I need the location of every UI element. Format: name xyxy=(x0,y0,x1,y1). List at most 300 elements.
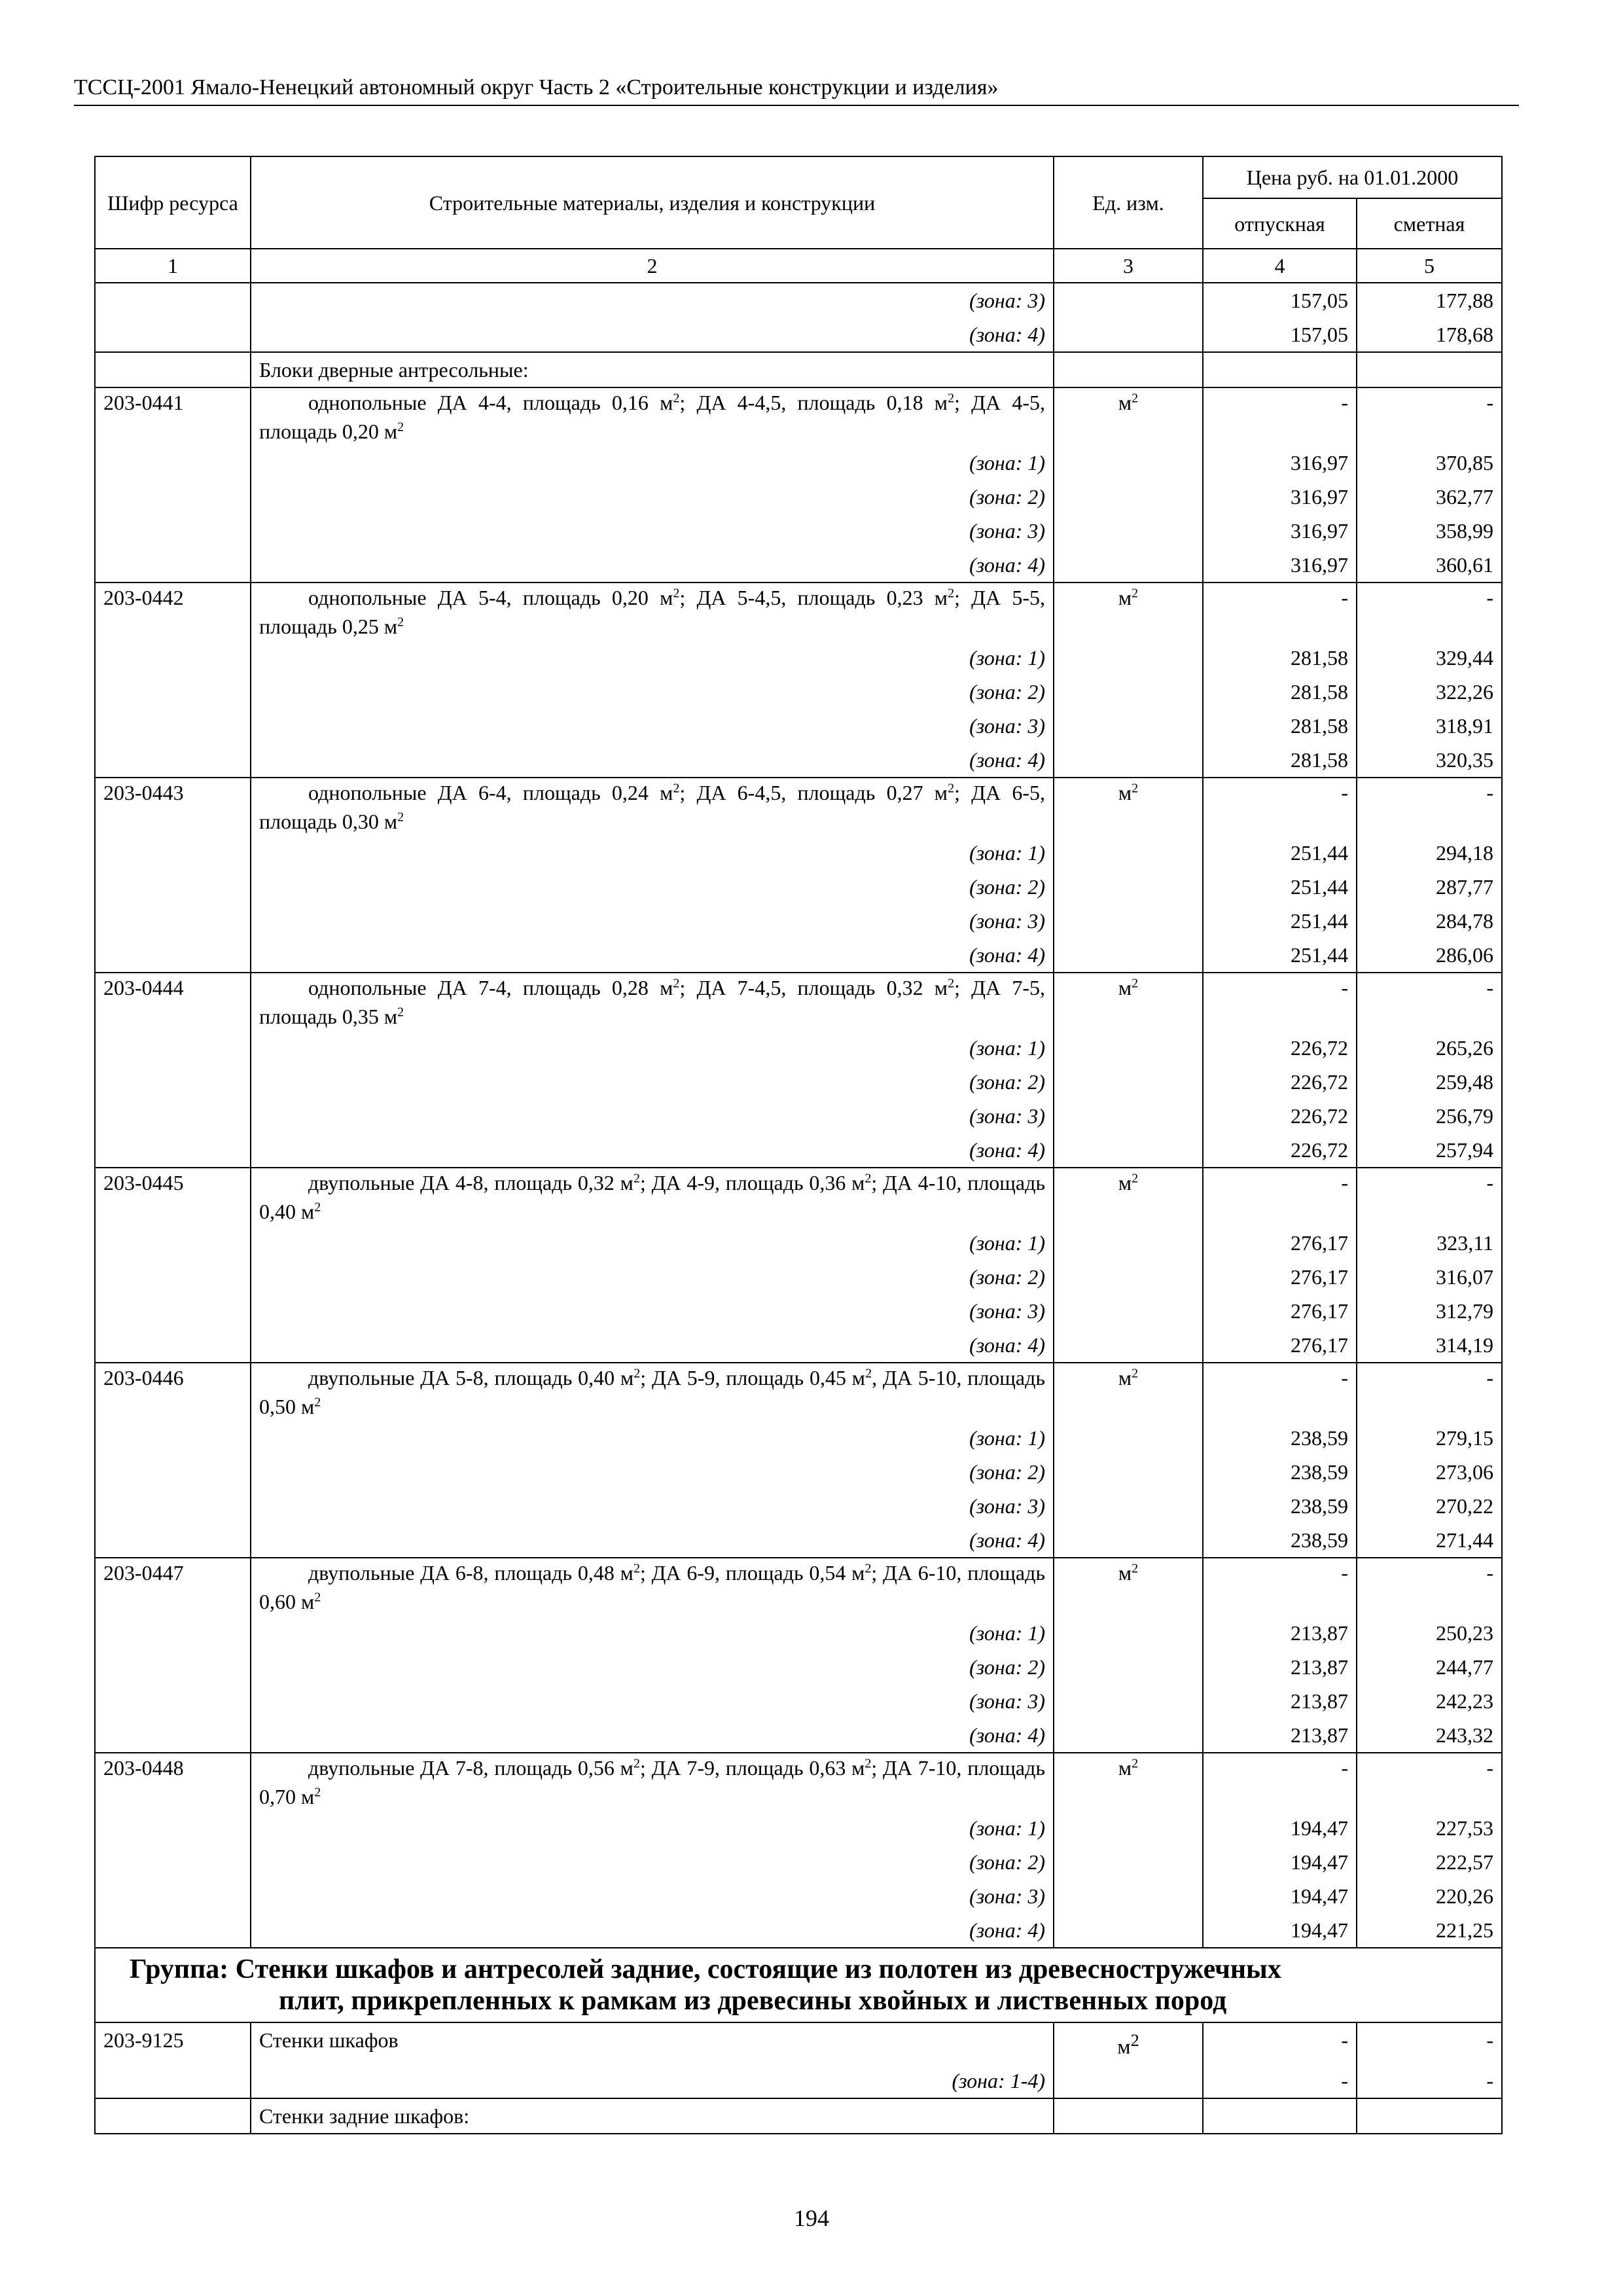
zone-label: (зона: 3) xyxy=(251,904,1054,938)
estimate-price: 294,18 xyxy=(1357,836,1502,870)
zone-row xyxy=(95,1845,1502,1879)
estimate-price: - xyxy=(1357,1168,1502,1226)
estimate-price: 318,91 xyxy=(1357,709,1502,743)
item-unit xyxy=(1054,1363,1203,1421)
zone-row xyxy=(95,1684,1502,1718)
unit-cell xyxy=(1054,1099,1203,1133)
unit-text: м xyxy=(1117,2034,1131,2058)
zone-row xyxy=(95,1489,1502,1523)
superscript: 2 xyxy=(1132,586,1139,601)
zone-label: (зона: 2) xyxy=(251,1260,1054,1294)
zone-label: (зона: 3) xyxy=(251,1684,1054,1718)
item-row xyxy=(95,583,1502,641)
estimate-price: 358,99 xyxy=(1357,514,1502,548)
superscript: 2 xyxy=(673,391,680,406)
table-header-row xyxy=(95,156,1502,198)
col-num-1: 1 xyxy=(95,249,251,283)
superscript: 2 xyxy=(948,976,955,991)
zone-row xyxy=(95,836,1502,870)
code-cell xyxy=(95,1489,251,1523)
unit-cell xyxy=(1054,1133,1203,1168)
estimate-price: 178,68 xyxy=(1357,317,1502,352)
zone-label: (зона: 1) xyxy=(251,1226,1054,1260)
col-code-header: Шифр ресурса xyxy=(95,156,251,249)
zone-label: (зона: 2) xyxy=(251,480,1054,514)
release-price: 213,87 xyxy=(1203,1650,1357,1684)
estimate-price: 256,79 xyxy=(1357,1099,1502,1133)
zone-row xyxy=(95,1226,1502,1260)
release-price: 226,72 xyxy=(1203,1065,1357,1099)
zone-label: (зона: 3) xyxy=(251,1489,1054,1523)
item-code: 203-0442 xyxy=(95,583,251,641)
estimate-price: - xyxy=(1357,1558,1502,1616)
item-description: Стенки шкафов xyxy=(251,2022,1054,2064)
code-cell xyxy=(95,1845,251,1879)
desc-part: ; ДА 5-9, площадь 0,45 м xyxy=(640,1366,866,1390)
estimate-price: - xyxy=(1357,387,1502,446)
zone-label: (зона: 3) xyxy=(251,514,1054,548)
group-heading xyxy=(95,1948,1502,2022)
superscript: 2 xyxy=(633,1171,640,1186)
estimate-price: - xyxy=(1357,1753,1502,1811)
desc-part: однопольные ДА 6-4, площадь 0,24 м xyxy=(308,781,673,804)
group-heading-text xyxy=(96,1954,1501,2017)
item-unit xyxy=(1054,1753,1203,1811)
code-cell xyxy=(95,514,251,548)
estimate-price: 312,79 xyxy=(1357,1294,1502,1328)
section-title: Стенки задние шкафов: xyxy=(251,2098,1054,2134)
item-description xyxy=(251,1168,1054,1226)
unit-cell xyxy=(1054,938,1203,973)
unit-cell xyxy=(1054,1845,1203,1879)
code-cell xyxy=(95,548,251,583)
code-cell xyxy=(95,1913,251,1948)
unit-text: м xyxy=(1118,1756,1132,1780)
unit-cell xyxy=(1054,283,1203,317)
group-line-2: плит, прикрепленных к рамкам из древесины хвойных и лиственных пород xyxy=(279,1986,1227,2016)
unit-cell xyxy=(1054,1421,1203,1455)
superscript: 2 xyxy=(314,1590,321,1605)
zone-label: (зона: 1) xyxy=(251,1421,1054,1455)
desc-part: ; ДА 6-10, площадь 0,60 м xyxy=(259,1561,1046,1613)
estimate-price: 323,11 xyxy=(1357,1226,1502,1260)
item-row xyxy=(95,778,1502,836)
desc-part: двупольные ДА 4-8, площадь 0,32 м xyxy=(308,1171,633,1194)
code-cell xyxy=(95,1065,251,1099)
code-cell xyxy=(95,1684,251,1718)
estimate-price: 329,44 xyxy=(1357,641,1502,675)
estimate-price: - xyxy=(1357,778,1502,836)
zone-row xyxy=(95,1421,1502,1455)
superscript: 2 xyxy=(865,1561,872,1576)
item-row xyxy=(95,2022,1502,2064)
zone-row xyxy=(95,283,1502,317)
code-cell xyxy=(95,352,251,387)
estimate-price: 287,77 xyxy=(1357,870,1502,904)
estimate-price: 273,06 xyxy=(1357,1455,1502,1489)
estimate-price: 250,23 xyxy=(1357,1616,1502,1650)
desc-part: двупольные ДА 6-8, площадь 0,48 м xyxy=(308,1561,633,1585)
desc-part: ; ДА 7-9, площадь 0,63 м xyxy=(639,1756,865,1780)
superscript: 2 xyxy=(1132,1561,1139,1576)
page-number: 194 xyxy=(794,2205,829,2231)
column-number-row xyxy=(95,249,1502,283)
superscript: 2 xyxy=(948,781,955,796)
release-price: 276,17 xyxy=(1203,1328,1357,1363)
estimate-price xyxy=(1357,352,1502,387)
zone-label: (зона: 2) xyxy=(251,1650,1054,1684)
release-price: 251,44 xyxy=(1203,836,1357,870)
release-price: - xyxy=(1203,2064,1357,2098)
unit-cell xyxy=(1054,1031,1203,1065)
col-num-5: 5 xyxy=(1357,249,1502,283)
unit-cell xyxy=(1054,446,1203,480)
estimate-price: 284,78 xyxy=(1357,904,1502,938)
release-price: 238,59 xyxy=(1203,1489,1357,1523)
item-row xyxy=(95,1558,1502,1616)
zone-row xyxy=(95,1031,1502,1065)
code-cell xyxy=(95,283,251,317)
release-price: 238,59 xyxy=(1203,1455,1357,1489)
zone-label: (зона: 1) xyxy=(251,836,1054,870)
col-estimate-header: сметная xyxy=(1357,198,1502,249)
unit-text: м xyxy=(1118,1366,1132,1390)
unit-cell xyxy=(1054,675,1203,709)
unit-cell xyxy=(1054,1489,1203,1523)
desc-part: ; ДА 7-5, площадь 0,35 м xyxy=(259,976,1046,1028)
release-price: - xyxy=(1203,583,1357,641)
zone-label: (зона: 2) xyxy=(251,675,1054,709)
desc-part: ; ДА 6-9, площадь 0,54 м xyxy=(639,1561,865,1585)
unit-cell xyxy=(1054,709,1203,743)
release-price: 276,17 xyxy=(1203,1260,1357,1294)
unit-cell xyxy=(1054,514,1203,548)
zone-label: (зона: 2) xyxy=(251,1065,1054,1099)
col-num-3: 3 xyxy=(1054,249,1203,283)
release-price: - xyxy=(1203,1753,1357,1811)
estimate-price: 244,77 xyxy=(1357,1650,1502,1684)
release-price: 276,17 xyxy=(1203,1294,1357,1328)
zone-label: (зона: 4) xyxy=(251,1133,1054,1168)
superscript: 2 xyxy=(633,1366,641,1381)
release-price: 251,44 xyxy=(1203,904,1357,938)
desc-part: однопольные ДА 4-4, площадь 0,16 м xyxy=(308,391,673,414)
superscript: 2 xyxy=(397,1005,404,1020)
zone-row xyxy=(95,1294,1502,1328)
superscript: 2 xyxy=(948,391,955,406)
estimate-price: 286,06 xyxy=(1357,938,1502,973)
zone-label: (зона: 1) xyxy=(251,446,1054,480)
code-cell xyxy=(95,480,251,514)
section-title-row xyxy=(95,352,1502,387)
zone-label: (зона: 4) xyxy=(251,1328,1054,1363)
estimate-price: 177,88 xyxy=(1357,283,1502,317)
code-cell xyxy=(95,1879,251,1913)
unit-cell xyxy=(1054,1328,1203,1363)
item-row xyxy=(95,1363,1502,1421)
estimate-price: 370,85 xyxy=(1357,446,1502,480)
item-unit xyxy=(1054,1168,1203,1226)
zone-row xyxy=(95,1650,1502,1684)
zone-row xyxy=(95,446,1502,480)
release-price: 238,59 xyxy=(1203,1421,1357,1455)
desc-part: ; ДА 7-10, площадь 0,70 м xyxy=(259,1756,1046,1808)
item-code: 203-9125 xyxy=(95,2022,251,2064)
zone-label: (зона: 4) xyxy=(251,938,1054,973)
item-unit xyxy=(1054,973,1203,1031)
superscript: 2 xyxy=(1130,2030,1139,2050)
unit-text: м xyxy=(1118,1171,1132,1194)
item-unit xyxy=(1054,778,1203,836)
superscript: 2 xyxy=(1132,1171,1139,1186)
unit-cell xyxy=(1054,1879,1203,1913)
zone-row xyxy=(95,904,1502,938)
item-unit xyxy=(1054,583,1203,641)
item-code: 203-0446 xyxy=(95,1363,251,1421)
release-price: 316,97 xyxy=(1203,446,1357,480)
release-price: - xyxy=(1203,387,1357,446)
release-price: 281,58 xyxy=(1203,641,1357,675)
superscript: 2 xyxy=(865,1171,872,1186)
release-price: - xyxy=(1203,1558,1357,1616)
unit-text: м xyxy=(1118,586,1132,609)
zone-label: (зона: 1) xyxy=(251,1031,1054,1065)
code-cell xyxy=(95,1260,251,1294)
desc-part: ; ДА 5-4,5, площадь 0,23 м xyxy=(679,586,948,609)
superscript: 2 xyxy=(1132,976,1139,991)
release-price: 281,58 xyxy=(1203,709,1357,743)
code-cell xyxy=(95,1294,251,1328)
estimate-price: 243,32 xyxy=(1357,1718,1502,1753)
code-cell xyxy=(95,641,251,675)
estimate-price: 242,23 xyxy=(1357,1684,1502,1718)
zone-row xyxy=(95,1065,1502,1099)
release-price: 251,44 xyxy=(1203,938,1357,973)
item-description xyxy=(251,1363,1054,1421)
release-price xyxy=(1203,2098,1357,2134)
item-description xyxy=(251,1558,1054,1616)
zone-label: (зона: 4) xyxy=(251,1523,1054,1558)
zone-row xyxy=(95,1328,1502,1363)
zone-label: (зона: 1) xyxy=(251,641,1054,675)
estimate-price: 316,07 xyxy=(1357,1260,1502,1294)
unit-cell xyxy=(1054,1294,1203,1328)
zone-label: (зона: 1) xyxy=(251,1811,1054,1845)
release-price: 226,72 xyxy=(1203,1133,1357,1168)
code-cell xyxy=(95,938,251,973)
superscript: 2 xyxy=(314,1395,321,1410)
desc-part: однопольные ДА 7-4, площадь 0,28 м xyxy=(308,976,673,999)
unit-cell xyxy=(1054,317,1203,352)
zone-row xyxy=(95,743,1502,778)
unit-cell xyxy=(1054,836,1203,870)
zone-label: (зона: 3) xyxy=(251,283,1054,317)
zone-row xyxy=(95,1718,1502,1753)
code-cell xyxy=(95,1328,251,1363)
unit-cell xyxy=(1054,2098,1203,2134)
code-cell xyxy=(95,709,251,743)
zone-row xyxy=(95,317,1502,352)
item-code: 203-0448 xyxy=(95,1753,251,1811)
unit-cell xyxy=(1054,2064,1203,2098)
zone-row xyxy=(95,514,1502,548)
zone-label: (зона: 4) xyxy=(251,1718,1054,1753)
item-description xyxy=(251,778,1054,836)
unit-cell xyxy=(1054,743,1203,778)
estimate-price: - xyxy=(1357,1363,1502,1421)
estimate-price: 259,48 xyxy=(1357,1065,1502,1099)
item-unit xyxy=(1054,2022,1203,2064)
item-code: 203-0445 xyxy=(95,1168,251,1226)
estimate-price: 362,77 xyxy=(1357,480,1502,514)
superscript: 2 xyxy=(1132,1756,1139,1771)
estimate-price: 320,35 xyxy=(1357,743,1502,778)
unit-cell xyxy=(1054,1684,1203,1718)
code-cell xyxy=(95,1133,251,1168)
release-price: - xyxy=(1203,1168,1357,1226)
estimate-price: 227,53 xyxy=(1357,1811,1502,1845)
superscript: 2 xyxy=(865,1756,872,1771)
zone-label: (зона: 2) xyxy=(251,1455,1054,1489)
estimate-price: 265,26 xyxy=(1357,1031,1502,1065)
estimate-price: 221,25 xyxy=(1357,1913,1502,1948)
zone-row xyxy=(95,548,1502,583)
estimate-price: 322,26 xyxy=(1357,675,1502,709)
release-price: - xyxy=(1203,2022,1357,2064)
zone-label: (зона: 3) xyxy=(251,1099,1054,1133)
estimate-price: 271,44 xyxy=(1357,1523,1502,1558)
col-release-header: отпускная xyxy=(1203,198,1357,249)
desc-part: , ДА 5-10, площадь 0,50 м xyxy=(259,1366,1046,1418)
unit-cell xyxy=(1054,904,1203,938)
code-cell xyxy=(95,1455,251,1489)
unit-cell xyxy=(1054,1226,1203,1260)
desc-part: ; ДА 4-9, площадь 0,36 м xyxy=(639,1171,865,1194)
estimate-price xyxy=(1357,2098,1502,2134)
zone-label: (зона: 4) xyxy=(251,1913,1054,1948)
release-price: 226,72 xyxy=(1203,1099,1357,1133)
zone-label: (зона: 2) xyxy=(251,870,1054,904)
item-unit xyxy=(1054,1558,1203,1616)
release-price: 213,87 xyxy=(1203,1684,1357,1718)
code-cell xyxy=(95,836,251,870)
code-cell xyxy=(95,2064,251,2098)
zone-label: (зона: 4) xyxy=(251,317,1054,352)
unit-cell xyxy=(1054,1065,1203,1099)
release-price: 238,59 xyxy=(1203,1523,1357,1558)
zone-row xyxy=(95,938,1502,973)
col-num-2: 2 xyxy=(251,249,1054,283)
zone-row xyxy=(95,641,1502,675)
release-price: 316,97 xyxy=(1203,480,1357,514)
superscript: 2 xyxy=(397,810,404,825)
group-line-1: Группа: Стенки шкафов и антресолей задние, состоящие из полотен из древесностружечных xyxy=(130,1954,1281,1984)
col-unit-header: Ед. изм. xyxy=(1054,156,1203,249)
estimate-price: 270,22 xyxy=(1357,1489,1502,1523)
unit-text: м xyxy=(1118,781,1132,804)
zone-row xyxy=(95,709,1502,743)
code-cell xyxy=(95,446,251,480)
release-price xyxy=(1203,352,1357,387)
zone-row xyxy=(95,480,1502,514)
desc-part: однопольные ДА 5-4, площадь 0,20 м xyxy=(308,586,673,609)
superscript: 2 xyxy=(1132,391,1139,406)
zone-row xyxy=(95,1913,1502,1948)
section-title-row xyxy=(95,2098,1502,2134)
unit-cell xyxy=(1054,1650,1203,1684)
release-price: 281,58 xyxy=(1203,743,1357,778)
code-cell xyxy=(95,870,251,904)
unit-cell xyxy=(1054,480,1203,514)
unit-cell xyxy=(1054,1523,1203,1558)
unit-text: м xyxy=(1118,391,1132,414)
zone-label: (зона: 1-4) xyxy=(251,2064,1054,2098)
superscript: 2 xyxy=(673,586,680,601)
release-price: 194,47 xyxy=(1203,1879,1357,1913)
code-cell xyxy=(95,675,251,709)
desc-part: ; ДА 6-4,5, площадь 0,27 м xyxy=(679,781,948,804)
release-price: - xyxy=(1203,973,1357,1031)
unit-cell xyxy=(1054,1811,1203,1845)
unit-cell xyxy=(1054,1616,1203,1650)
release-price: 251,44 xyxy=(1203,870,1357,904)
zone-label: (зона: 2) xyxy=(251,1845,1054,1879)
superscript: 2 xyxy=(673,781,680,796)
release-price: 276,17 xyxy=(1203,1226,1357,1260)
desc-part: ; ДА 4-10, площадь 0,40 м xyxy=(259,1171,1046,1223)
zone-row xyxy=(95,1455,1502,1489)
superscript: 2 xyxy=(1132,781,1139,796)
code-cell xyxy=(95,1226,251,1260)
item-description xyxy=(251,1753,1054,1811)
col-num-4: 4 xyxy=(1203,249,1357,283)
superscript: 2 xyxy=(633,1561,640,1576)
zone-label: (зона: 1) xyxy=(251,1616,1054,1650)
release-price: 194,47 xyxy=(1203,1845,1357,1879)
release-price: 316,97 xyxy=(1203,548,1357,583)
item-code: 203-0443 xyxy=(95,778,251,836)
item-code: 203-0441 xyxy=(95,387,251,446)
superscript: 2 xyxy=(633,1756,640,1771)
release-price: - xyxy=(1203,1363,1357,1421)
section-title: Блоки дверные антресольные: xyxy=(251,352,1054,387)
release-price: 157,05 xyxy=(1203,317,1357,352)
unit-text: м xyxy=(1118,976,1132,999)
estimate-price: 279,15 xyxy=(1357,1421,1502,1455)
item-unit xyxy=(1054,387,1203,446)
release-price: - xyxy=(1203,778,1357,836)
zone-row xyxy=(95,1811,1502,1845)
release-price: 194,47 xyxy=(1203,1811,1357,1845)
unit-cell xyxy=(1054,870,1203,904)
code-cell xyxy=(95,1650,251,1684)
item-description xyxy=(251,583,1054,641)
code-cell xyxy=(95,904,251,938)
code-cell xyxy=(95,1523,251,1558)
desc-part: ; ДА 6-5, площадь 0,30 м xyxy=(259,781,1046,833)
zone-label: (зона: 4) xyxy=(251,743,1054,778)
code-cell xyxy=(95,2098,251,2134)
item-description xyxy=(251,387,1054,446)
zone-row xyxy=(95,1879,1502,1913)
estimate-price: 222,57 xyxy=(1357,1845,1502,1879)
col-materials-header: Строительные материалы, изделия и конструкции xyxy=(251,156,1054,249)
release-price: 213,87 xyxy=(1203,1616,1357,1650)
release-price: 157,05 xyxy=(1203,283,1357,317)
zone-row xyxy=(95,1260,1502,1294)
item-description xyxy=(251,973,1054,1031)
code-cell xyxy=(95,743,251,778)
